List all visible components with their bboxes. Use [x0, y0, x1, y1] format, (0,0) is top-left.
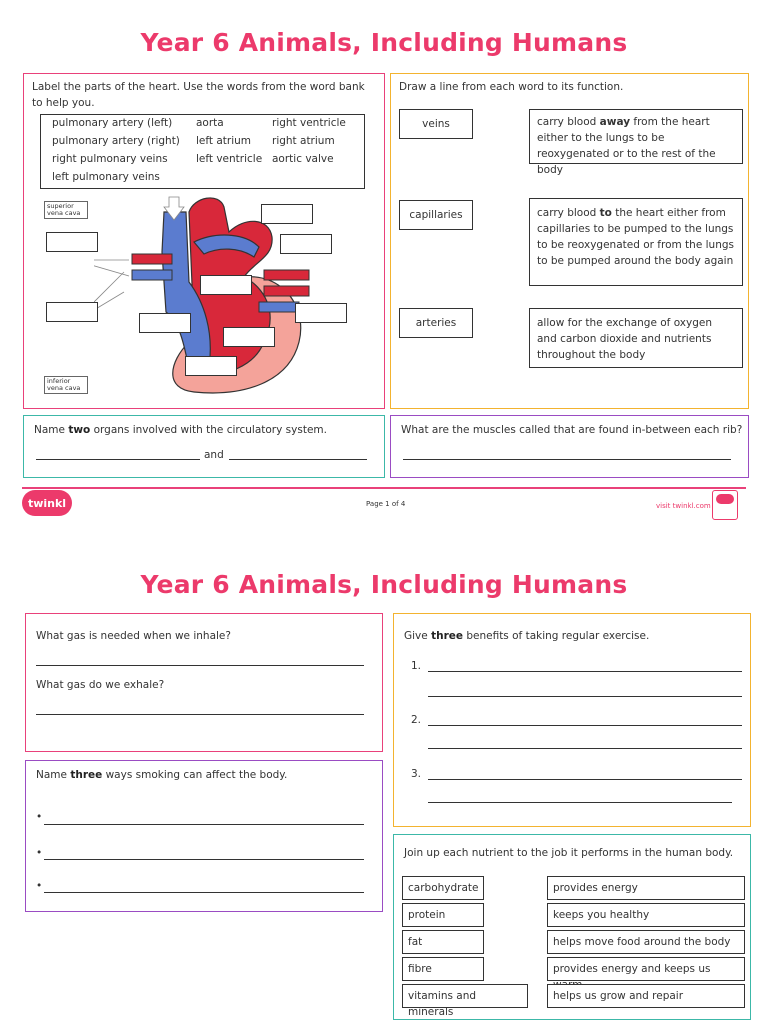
organs-question [34, 422, 327, 438]
smoking-question [36, 767, 287, 783]
matching-panel [390, 73, 749, 409]
and-label: and [204, 449, 224, 461]
function-emphasis: to [599, 207, 612, 219]
question-text: Give [404, 630, 432, 642]
answer-line[interactable] [428, 725, 742, 726]
question-text: organs involved with the circulatory system. [90, 424, 327, 436]
heart-instruction: Label the parts of the heart. Use the words from the word bank to help you. [32, 81, 365, 109]
question-emphasis: two [68, 424, 91, 436]
heart-label-answer-box[interactable] [185, 356, 237, 376]
question-text: benefits of taking regular exercise. [463, 630, 650, 642]
question-text: ways smoking can affect the body. [102, 769, 288, 781]
word-bank-item: right ventricle [272, 117, 346, 129]
inhale-question: What gas is needed when we inhale? [36, 630, 231, 642]
word-bank-item: aorta [196, 117, 224, 129]
matching-instruction: Draw a line from each word to its function. [399, 81, 624, 93]
superior-vena-cava-label: superior vena cava [44, 201, 88, 219]
question-text: Name [36, 769, 71, 781]
word-bank-item: left atrium [196, 135, 252, 147]
nutrient-box-protein[interactable]: protein [402, 903, 484, 927]
word-bank-item: left ventricle [196, 153, 263, 165]
heart-label-answer-box[interactable] [280, 234, 332, 254]
job-box[interactable]: helps move food around the body [547, 930, 745, 954]
page-title: Year 6 Animals, Including Humans [140, 570, 628, 599]
quality-seal-icon [712, 490, 738, 520]
word-bank-item: aortic valve [272, 153, 334, 165]
answer-line[interactable] [36, 459, 200, 460]
function-text: carry blood [537, 116, 600, 128]
heart-label-answer-box[interactable] [295, 303, 347, 323]
job-box[interactable]: keeps you healthy [547, 903, 745, 927]
word-bank-item: left pulmonary veins [52, 171, 160, 183]
nutrient-box-fibre[interactable]: fibre [402, 957, 484, 981]
seal-badge [716, 494, 734, 504]
function-emphasis: away [599, 116, 631, 128]
word-box-capillaries[interactable]: capillaries [399, 200, 473, 230]
pulmonary-vessel [264, 286, 309, 296]
bullet: • [36, 811, 43, 823]
page-number: Page 1 of 4 [366, 500, 406, 508]
inferior-vena-cava-label: inferior vena cava [44, 376, 88, 394]
heart-label-answer-box[interactable] [223, 327, 275, 347]
function-text: the heart either from capillaries to be pumped to the lungs to be reoxygenated or from the lungs to be pumped around the body again [537, 207, 734, 267]
answer-line[interactable] [44, 824, 364, 825]
job-box[interactable]: provides energy and keeps us [547, 957, 745, 981]
answer-line[interactable] [36, 714, 364, 715]
heart-label-panel [23, 73, 385, 409]
pointer-line [94, 260, 129, 276]
exhale-question: What gas do we exhale? [36, 679, 165, 691]
answer-line[interactable] [428, 671, 742, 672]
function-box-arteries[interactable] [529, 198, 743, 286]
page-title: Year 6 Animals, Including Humans [140, 28, 628, 57]
heart-label-answer-box[interactable] [46, 232, 98, 252]
rib-muscles-question: What are the muscles called that are found in-between each rib? [401, 424, 743, 436]
answer-line[interactable] [428, 779, 742, 780]
nutrients-instruction: Join up each nutrient to the job it performs in the human body. [404, 847, 734, 859]
smoking-panel [25, 760, 383, 912]
answer-line[interactable] [36, 665, 364, 666]
question-emphasis: three [70, 769, 103, 781]
footer-divider [22, 487, 746, 489]
nutrient-box-fat[interactable]: fat [402, 930, 484, 954]
pulmonary-vessel [259, 302, 299, 312]
pointer-line [94, 272, 124, 322]
answer-line[interactable] [44, 859, 364, 860]
job-box[interactable]: provides energy [547, 876, 745, 900]
pointer-line [94, 292, 124, 322]
nutrient-box-carbohydrate[interactable]: carbohydrate [402, 876, 484, 900]
number-label: 3. [411, 768, 422, 780]
answer-line[interactable] [428, 748, 742, 749]
gas-panel [25, 613, 383, 752]
heart-label-answer-box[interactable] [46, 302, 98, 322]
nutrient-box-vitamins[interactable]: vitamins and minerals [402, 984, 528, 1008]
word-bank-item: right pulmonary veins [52, 153, 168, 165]
number-label: 2. [411, 714, 422, 726]
website-link[interactable]: visit twinkl.com [656, 502, 711, 510]
word-box-veins[interactable]: veins [399, 109, 473, 139]
word-bank-item: pulmonary artery (left) [52, 117, 173, 129]
answer-line[interactable] [44, 892, 364, 893]
question-text: Name [34, 424, 69, 436]
answer-line[interactable] [428, 696, 742, 697]
function-text: from the heart either to the lungs to be reoxygenated or to the rest of the body [537, 116, 716, 176]
twinkl-logo: twinkl [22, 490, 72, 516]
pulmonary-vessel [132, 254, 172, 264]
pulmonary-vessel [132, 270, 172, 280]
heart-label-answer-box[interactable] [261, 204, 313, 224]
word-bank [40, 114, 365, 189]
pulmonary-vessel [264, 270, 309, 280]
rib-muscles-panel [390, 415, 749, 478]
organs-panel [23, 415, 385, 478]
heart-label-answer-box[interactable] [200, 275, 252, 295]
number-label: 1. [411, 660, 422, 672]
word-bank-item: right atrium [272, 135, 335, 147]
word-bank-item: pulmonary artery (right) [52, 135, 180, 147]
word-box-arteries[interactable]: arteries [399, 308, 473, 338]
function-text: carry blood [537, 207, 600, 219]
answer-line[interactable] [403, 459, 731, 460]
heart-label-answer-box[interactable] [139, 313, 191, 333]
job-box[interactable]: helps us grow and repair [547, 984, 745, 1008]
function-box-veins[interactable] [529, 109, 743, 176]
answer-line[interactable] [229, 459, 367, 460]
exercise-panel [393, 613, 751, 827]
bullet: • [36, 847, 43, 859]
nutrients-panel [393, 834, 751, 1020]
answer-line[interactable] [428, 802, 732, 803]
question-emphasis: three [431, 630, 463, 642]
exercise-question [404, 628, 649, 644]
function-box-capillaries[interactable]: allow for the exchange of oxygen and carbon dioxide and nutrients throughout the body [529, 308, 743, 368]
bullet: • [36, 880, 43, 892]
